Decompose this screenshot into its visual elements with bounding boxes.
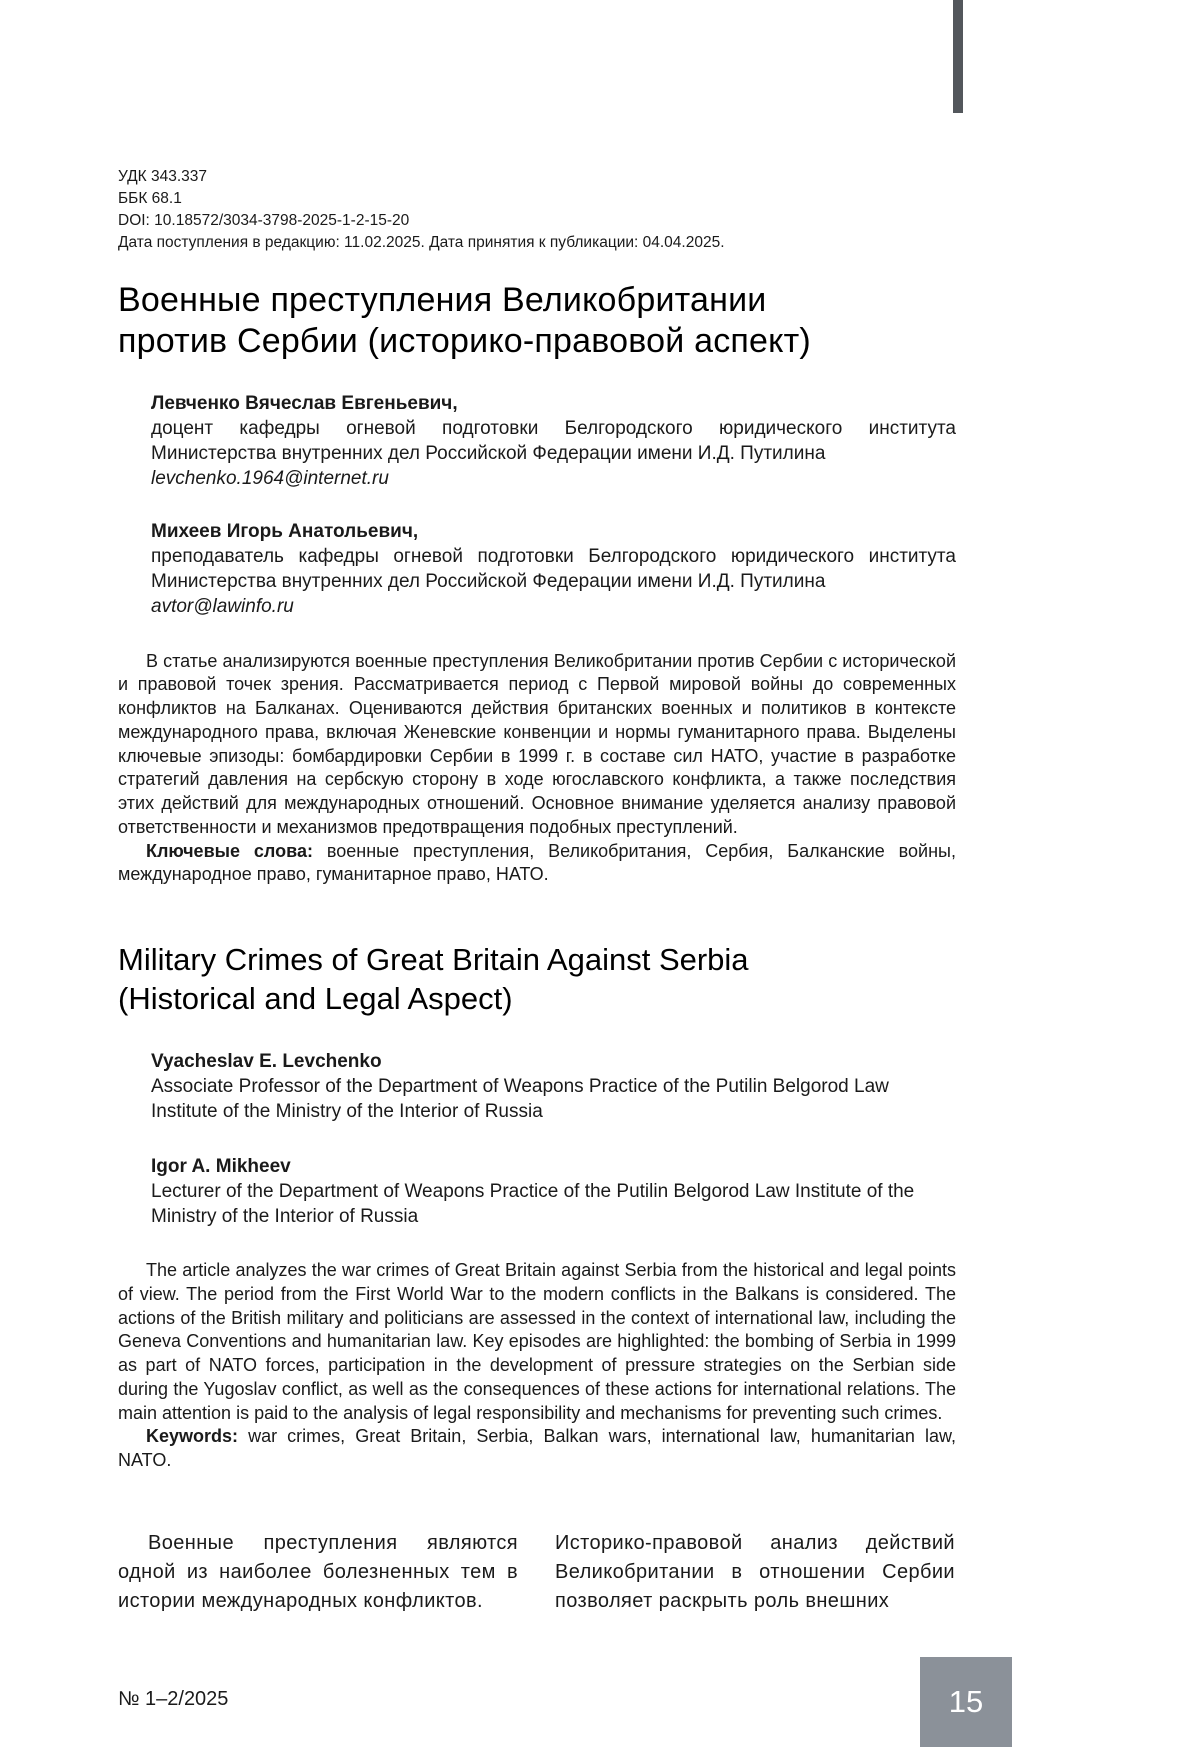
decorative-top-bar: [953, 0, 963, 113]
author-en-2-affiliation: Lecturer of the Department of Weapons Practice of the Putilin Belgorod Law Institute of the Ministry of the Interior of Russia: [151, 1180, 915, 1227]
abstract-ru-text: В статье анализируются военные преступления Великобритании против Сербии с исторической и правовой точек зрения. Рассматривается период с Первой мировой войны до современных конфликтов на Балканах. Оцениваются действия британских военных и политиков в контексте международного права, включая Женевские конвенции и нормы гуманитарного права. Выделены ключевые эпизоды: бомбардировки Сербии в 1999 г. в составе сил НАТО, участие в разработке стратегий давления на сербскую сторону в ходе югославского конфликта, а также последствия этих действий для международных отношений. Основное внимание уделяется анализу правовой ответственности и механизмов предотвращения подобных преступлений.: [118, 650, 956, 837]
body-columns: [118, 1529, 956, 1617]
abstract-en-text: The article analyzes the war crimes of Great Britain against Serbia from the historical and legal points of view. The period from the First World War to the modern conflicts in the Balkans is considered. The actions of the British military and politicians are assessed in the context of international law, including the Geneva Conventions and humanitarian law. Key episodes are highlighted: the bombing of Serbia in 1999 as part of NATO forces, participation in the development of pressure strategies on the Serbian side during the Yugoslav conflict, as well as the consequences of these actions for international relations. The main attention is paid to the analysis of legal responsibility and mechanisms for preventing such crimes.: [118, 1260, 956, 1423]
abstract-en: [118, 1259, 956, 1473]
keywords-en-label: Keywords:: [146, 1426, 239, 1447]
author-en-1-affiliation: Associate Professor of the Department of Weapons Practice of the Putilin Belgorod Law Institute of the Ministry of the Interior of Russia: [151, 1075, 889, 1122]
issue-label: № 1–2/2025: [118, 1688, 229, 1710]
abstract-ru: [118, 650, 956, 888]
author-ru-2: [151, 519, 956, 619]
author-ru-1-email: levchenko.1964@internet.ru: [151, 468, 389, 490]
keywords-ru-label: Ключевые слова:: [146, 840, 313, 861]
keywords-en: [118, 1425, 956, 1473]
author-ru-2-affiliation: преподаватель кафедры огневой подготовки Белгородского юридического института Министерства внутренних дел Российской Федерации имени И.Д. Путилина: [151, 546, 956, 593]
author-ru-2-name: Михеев Игорь Анатольевич,: [151, 521, 419, 543]
author-ru-2-email: avtor@lawinfo.ru: [151, 596, 294, 618]
body-right-paragraph: Историко-правовой анализ действий Великобритании в отношении Сербии позволяет раскрыть роль внешних: [555, 1531, 955, 1613]
page-number-box: [920, 1657, 1012, 1747]
author-en-2: [151, 1154, 956, 1229]
article-title-en: Military Crimes of Great Britain Against Serbia (Historical and Legal Aspect): [118, 942, 749, 1016]
bbk-line: ББК 68.1: [118, 190, 182, 207]
author-en-1: [151, 1049, 956, 1124]
author-ru-1: [151, 391, 956, 491]
udk-line: УДК 343.337: [118, 168, 208, 185]
article-content: [118, 166, 956, 1616]
article-title-ru: Военные преступления Великобритании против Сербии (историко-правовой аспект): [118, 281, 811, 361]
body-column-right: [555, 1529, 955, 1617]
page-number: 15: [948, 1684, 984, 1719]
article-meta: [118, 166, 956, 254]
body-column-left: [118, 1529, 518, 1617]
keywords-ru: [118, 840, 956, 888]
keywords-ru-text: военные преступления, Великобритания, Сербия, Балканские войны, международное право, гуманитарное право, НАТО.: [118, 840, 956, 885]
author-ru-1-affiliation: доцент кафедры огневой подготовки Белгородского юридического института Министерства внутренних дел Российской Федерации имени И.Д. Путилина: [151, 418, 956, 465]
body-left-paragraph: Военные преступления являются одной из наиболее болезненных тем в истории международных конфликтов.: [118, 1531, 518, 1613]
author-en-2-name: Igor A. Mikheev: [151, 1155, 291, 1177]
doi-line: DOI: 10.18572/3034-3798-2025-1-2-15-20: [118, 212, 410, 229]
dates-line: Дата поступления в редакцию: 11.02.2025. Дата принятия к публикации: 04.04.2025.: [118, 234, 725, 251]
author-en-1-name: Vyacheslav E. Levchenko: [151, 1050, 382, 1072]
author-ru-1-name: Левченко Вячеслав Евгеньевич,: [151, 392, 458, 414]
keywords-en-text: war crimes, Great Britain, Serbia, Balkan wars, international law, humanitarian law, NATO.: [118, 1426, 956, 1471]
